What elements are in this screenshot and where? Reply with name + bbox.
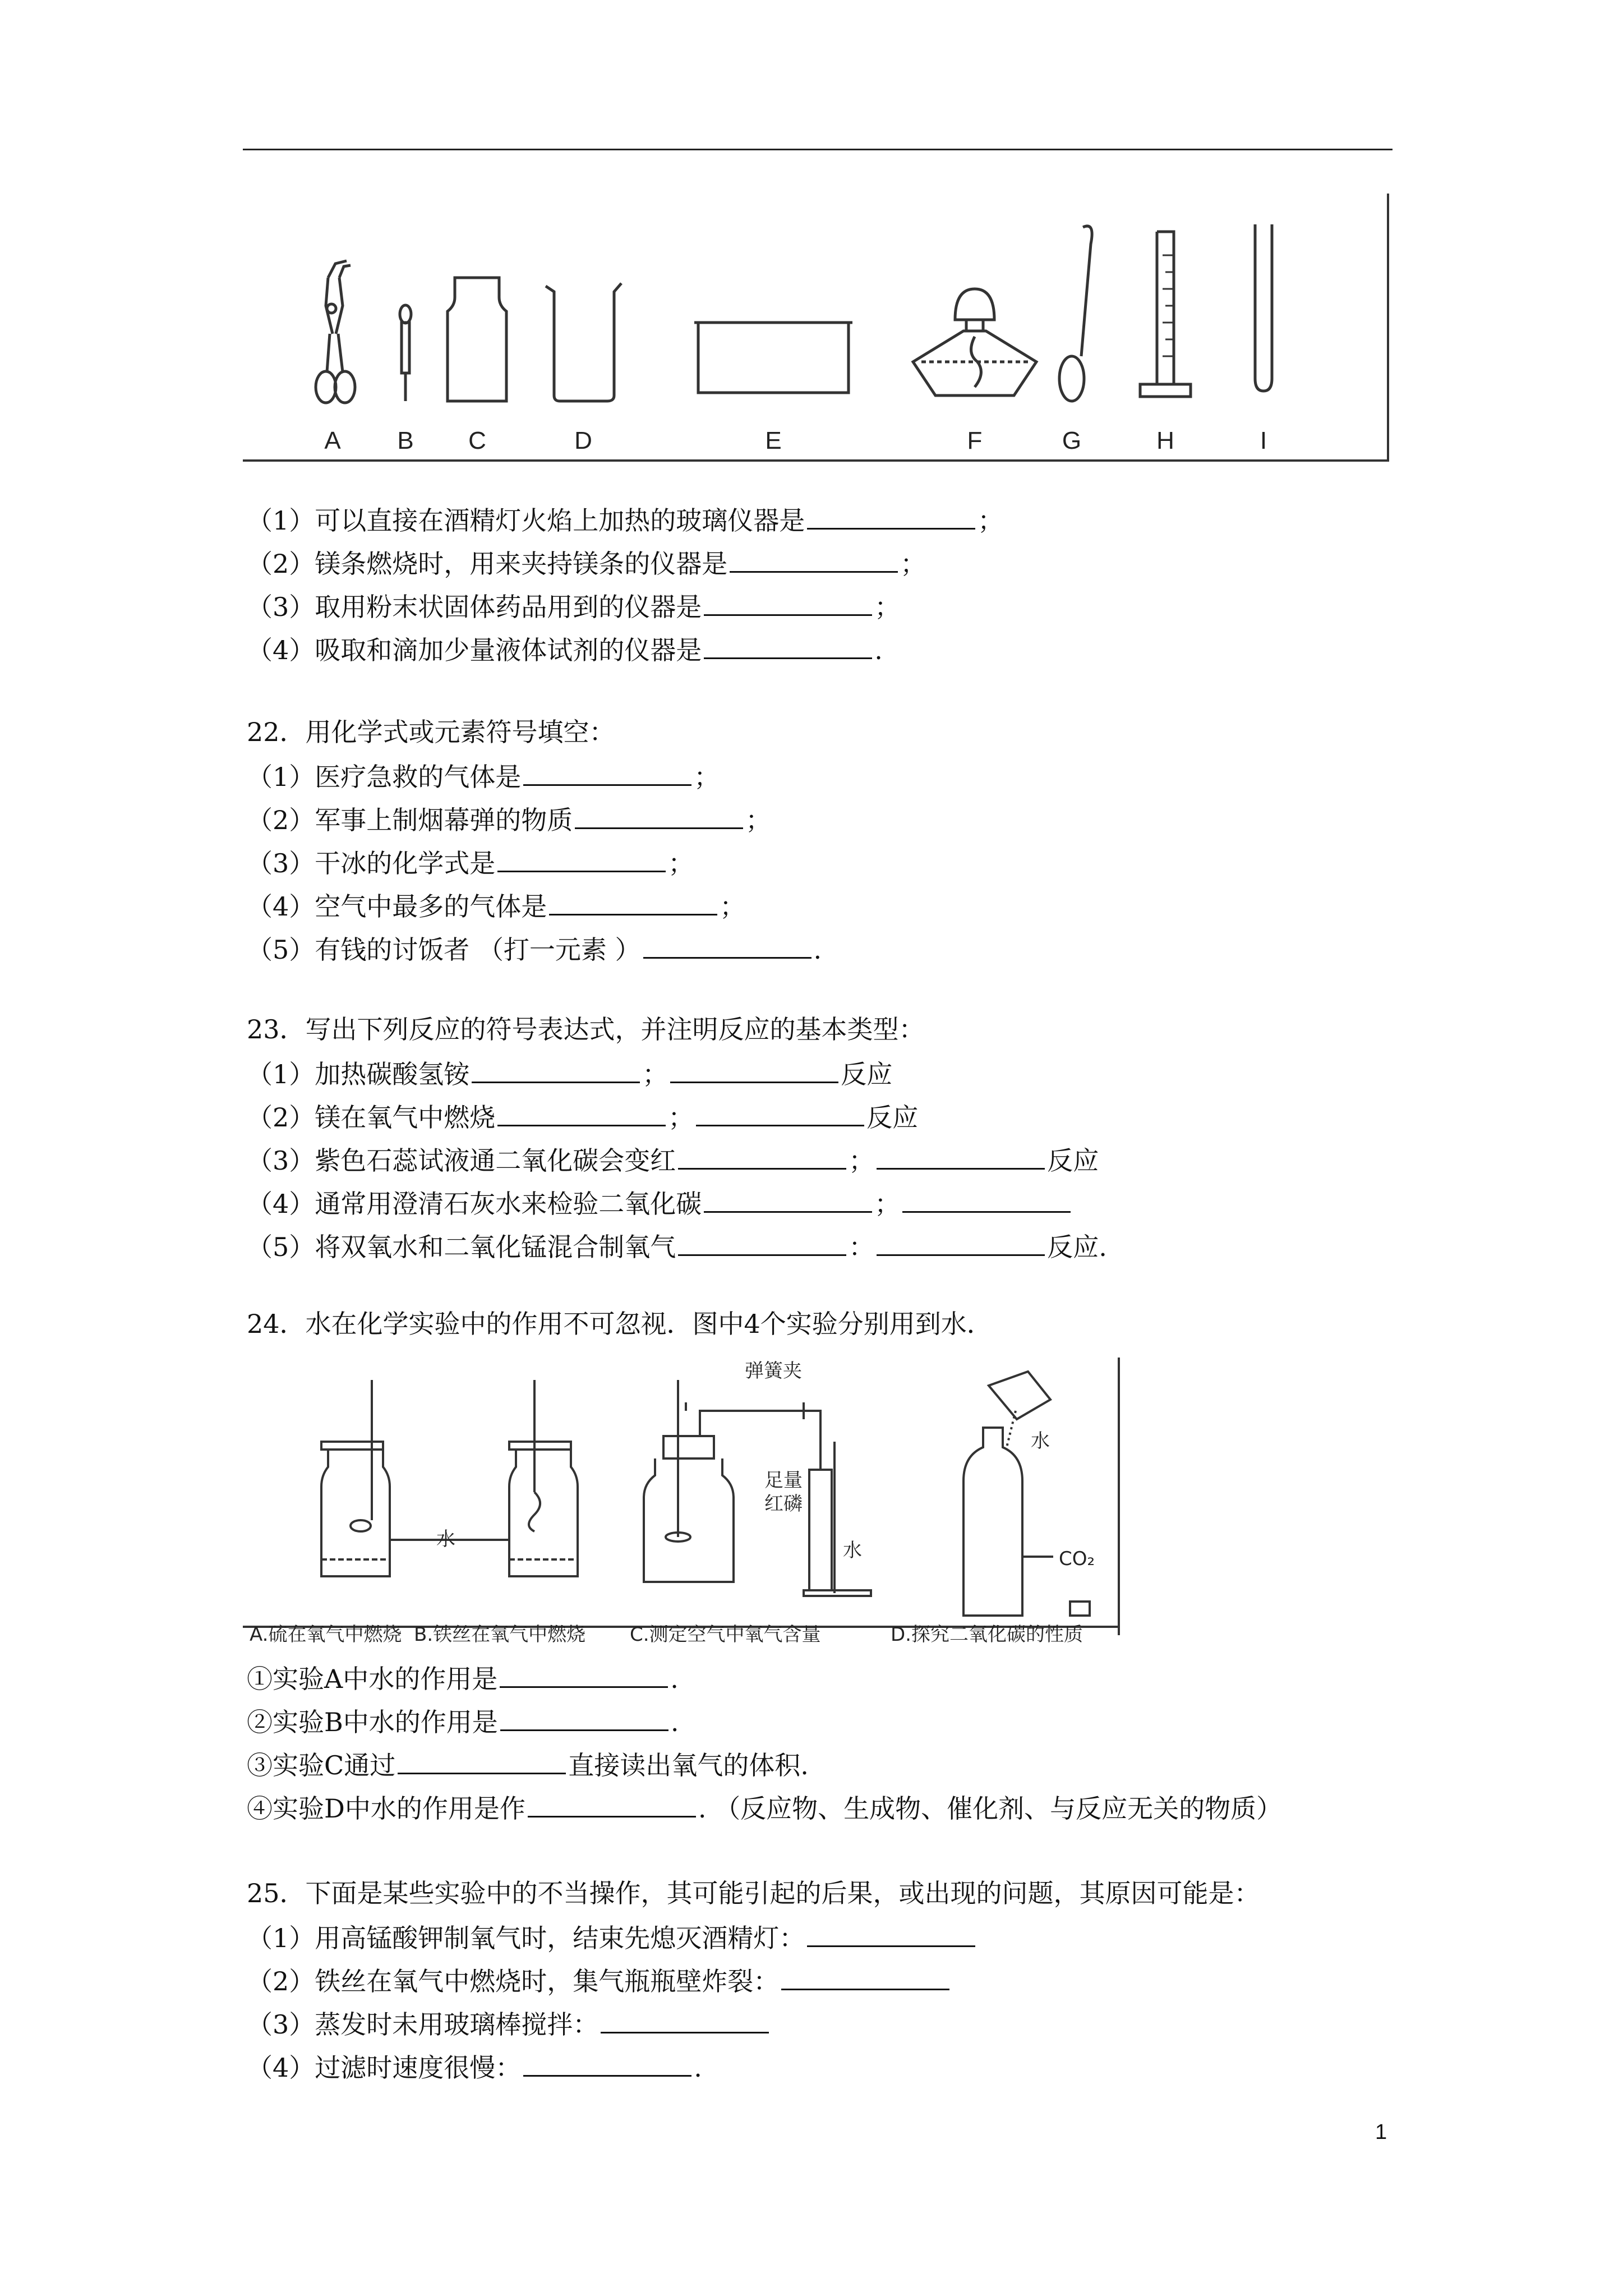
question-text: ②实验B中水的作用是 — [247, 1707, 498, 1737]
answer-blank[interactable] — [575, 802, 743, 829]
q24-item — [247, 1747, 809, 1782]
answer-blank[interactable] — [670, 1056, 838, 1083]
q25-item — [247, 2006, 771, 2041]
instrument-label: F — [967, 427, 983, 454]
alcohol-lamp-icon — [913, 289, 1036, 395]
q22-item — [247, 802, 771, 837]
q21-item — [247, 502, 1003, 537]
medicine-spoon-icon — [1059, 226, 1092, 401]
question-text: ①实验A中水的作用是 — [247, 1664, 498, 1694]
question-suffix: 直接读出氧气的体积. — [568, 1750, 809, 1780]
question-text: ④实验D中水的作用是作 — [247, 1793, 525, 1824]
question-text: （2）镁条燃烧时，用来夹持镁条的仪器是 — [247, 549, 728, 579]
test-tube-icon — [1255, 224, 1272, 391]
answer-blank[interactable] — [781, 1963, 949, 1990]
question-suffix: 反应 — [866, 1102, 919, 1133]
question-text: （2）军事上制烟幕弹的物质 — [247, 805, 573, 835]
question-text: （3）干冰的化学式是 — [247, 848, 496, 878]
answer-blank[interactable] — [398, 1747, 566, 1774]
answer-blank[interactable] — [807, 502, 975, 530]
figure-label-water-d: 水 — [1031, 1430, 1050, 1452]
answer-blank[interactable] — [696, 1099, 864, 1126]
q25-item — [247, 2049, 702, 2085]
q22-title: 22．用化学式或元素符号填空： — [247, 717, 615, 747]
figure-label-co2: CO₂ — [1059, 1548, 1095, 1570]
instrument-label: B — [397, 427, 414, 454]
q22-item — [247, 758, 720, 794]
q22-item — [247, 888, 745, 923]
answer-blank[interactable] — [704, 632, 872, 659]
question-text: （2）铁丝在氧气中燃烧时，集气瓶瓶壁炸裂： — [247, 1966, 780, 1996]
instrument-label: E — [765, 427, 782, 454]
q21-item — [247, 545, 926, 581]
answer-blank[interactable] — [497, 845, 666, 872]
question-suffix: 反应 — [841, 1059, 893, 1089]
instrument-label: C — [468, 427, 486, 454]
question-suffix: . — [670, 1664, 679, 1694]
dropper-icon — [400, 305, 411, 401]
answer-blank[interactable] — [472, 1056, 640, 1083]
q24-item — [247, 1660, 679, 1696]
question-text: （3）蒸发时未用玻璃棒搅拌： — [247, 2009, 599, 2040]
figure-label-cap-c: C.测定空气中氧气含量 — [630, 1623, 821, 1646]
instrument-label: G — [1062, 427, 1082, 454]
q21-item — [247, 588, 900, 624]
question-suffix: ； — [720, 891, 746, 922]
crucible-tongs-icon — [316, 261, 355, 403]
answer-blank[interactable] — [678, 1228, 846, 1256]
question-suffix: . — [670, 1707, 679, 1737]
q22-item — [247, 845, 694, 880]
q24-item — [247, 1704, 679, 1739]
question-text: （3）紫色石蕊试液通二氧化碳会变红 — [247, 1145, 676, 1176]
figure-label-cap-b: B.铁丝在氧气中燃烧 — [414, 1623, 586, 1646]
answer-blank[interactable] — [678, 1142, 846, 1170]
question-text: （5）有钱的讨饭者 （打一元素 ） — [247, 935, 641, 965]
question-text: （2）镁在氧气中燃烧 — [247, 1102, 496, 1133]
question-text: （3）取用粉末状固体药品用到的仪器是 — [247, 592, 702, 622]
co2-bottle-icon — [963, 1372, 1090, 1616]
question-suffix: ； — [900, 549, 926, 579]
separator-text: ； — [642, 1059, 668, 1089]
answer-blank[interactable] — [807, 1920, 975, 1947]
q23-title: 23．写出下列反应的符号表达式，并注明反应的基本类型： — [247, 1014, 925, 1045]
figure-label-red-phosphorus-1: 足量 — [764, 1469, 803, 1492]
figure-label-cap-d: D.探究二氧化碳的性质 — [891, 1623, 1083, 1646]
instruments-figure — [243, 194, 1393, 463]
figure-label-spring-clip: 弹簧夹 — [745, 1360, 802, 1382]
beaker-icon — [546, 283, 621, 401]
question-suffix: . — [874, 635, 883, 665]
page-number: 1 — [1375, 2120, 1387, 2144]
answer-blank[interactable] — [500, 1704, 668, 1731]
answer-blank[interactable] — [523, 758, 691, 786]
answer-blank[interactable] — [877, 1142, 1045, 1170]
q23-item — [247, 1142, 1099, 1177]
question-suffix: ； — [978, 505, 1004, 536]
q25-item — [247, 1963, 952, 1998]
question-suffix: 反应. — [1047, 1232, 1107, 1262]
question-text: （1）用高锰酸钾制氧气时，结束先熄灭酒精灯： — [247, 1923, 805, 1953]
answer-blank[interactable] — [902, 1185, 1071, 1213]
question-text: （4）过滤时速度很慢： — [247, 2053, 522, 2083]
reagent-bottle-icon — [448, 278, 506, 401]
question-text: （4）空气中最多的气体是 — [247, 891, 547, 922]
q24-item — [247, 1790, 1282, 1825]
figure-label-cap-a: A.硫在氧气中燃烧 — [250, 1623, 402, 1646]
instrument-label: A — [324, 427, 341, 454]
separator-text: ； — [849, 1145, 875, 1176]
question-suffix: . — [813, 935, 822, 965]
answer-blank[interactable] — [643, 931, 811, 959]
q23-item — [247, 1056, 892, 1091]
question-text: （4）通常用澄清石灰水来检验二氧化碳 — [247, 1189, 702, 1219]
question-text: ③实验C通过 — [247, 1750, 396, 1780]
question-text: （1）可以直接在酒精灯火焰上加热的玻璃仪器是 — [247, 505, 805, 536]
answer-blank[interactable] — [549, 888, 717, 915]
question-suffix: 反应 — [1047, 1145, 1099, 1176]
q25-item — [247, 1920, 978, 1955]
answer-blank[interactable] — [528, 1790, 696, 1818]
question-text: （5）将双氧水和二氧化锰混合制氧气 — [247, 1232, 676, 1262]
question-suffix: ； — [694, 762, 720, 792]
q24-title: 24．水在化学实验中的作用不可忽视．图中4个实验分别用到水． — [247, 1309, 993, 1339]
oxygen-measure-apparatus-icon — [644, 1380, 871, 1596]
question-suffix: ； — [668, 848, 694, 878]
figure-label-water: 水 — [436, 1528, 455, 1550]
question-text: （1）医疗急救的气体是 — [247, 762, 522, 792]
instrument-label: H — [1156, 427, 1174, 454]
question-suffix: . （反应物、生成物、催化剂、与反应无关的物质） — [698, 1793, 1283, 1824]
q21-item — [247, 632, 883, 667]
separator-text: ； — [668, 1102, 694, 1133]
q22-item — [247, 931, 822, 967]
answer-blank[interactable] — [704, 1185, 872, 1213]
answer-blank[interactable] — [601, 2006, 769, 2033]
graduated-cylinder-icon — [1140, 232, 1191, 397]
jar-b-icon — [509, 1380, 578, 1576]
q23-item — [247, 1185, 1073, 1221]
separator-text: ： — [849, 1232, 875, 1262]
question-suffix: . — [694, 2053, 702, 2083]
figure-label-red-phosphorus-2: 红磷 — [764, 1493, 803, 1515]
answer-blank[interactable] — [500, 1660, 668, 1688]
instrument-label: I — [1260, 427, 1267, 454]
instrument-label: D — [574, 427, 592, 454]
question-suffix: ； — [874, 592, 901, 622]
answer-blank[interactable] — [497, 1099, 666, 1126]
water-experiments-figure — [243, 1358, 1122, 1652]
answer-blank[interactable] — [730, 545, 898, 573]
separator-text: ； — [874, 1189, 901, 1219]
answer-blank[interactable] — [704, 588, 872, 616]
q23-item — [247, 1228, 1107, 1264]
answer-blank[interactable] — [523, 2049, 691, 2077]
header-rule — [243, 149, 1393, 150]
q25-title: 25．下面是某些实验中的不当操作，其可能引起的后果，或出现的问题，其原因可能是： — [247, 1878, 1260, 1908]
figure-label-water-c: 水 — [843, 1539, 862, 1562]
water-trough-icon — [694, 323, 852, 393]
q23-item — [247, 1099, 918, 1134]
question-text: （4）吸取和滴加少量液体试剂的仪器是 — [247, 635, 702, 665]
question-text: （1）加热碳酸氢铵 — [247, 1059, 470, 1089]
question-suffix: ； — [745, 805, 772, 835]
answer-blank[interactable] — [877, 1228, 1045, 1256]
jar-a-icon — [321, 1380, 390, 1576]
